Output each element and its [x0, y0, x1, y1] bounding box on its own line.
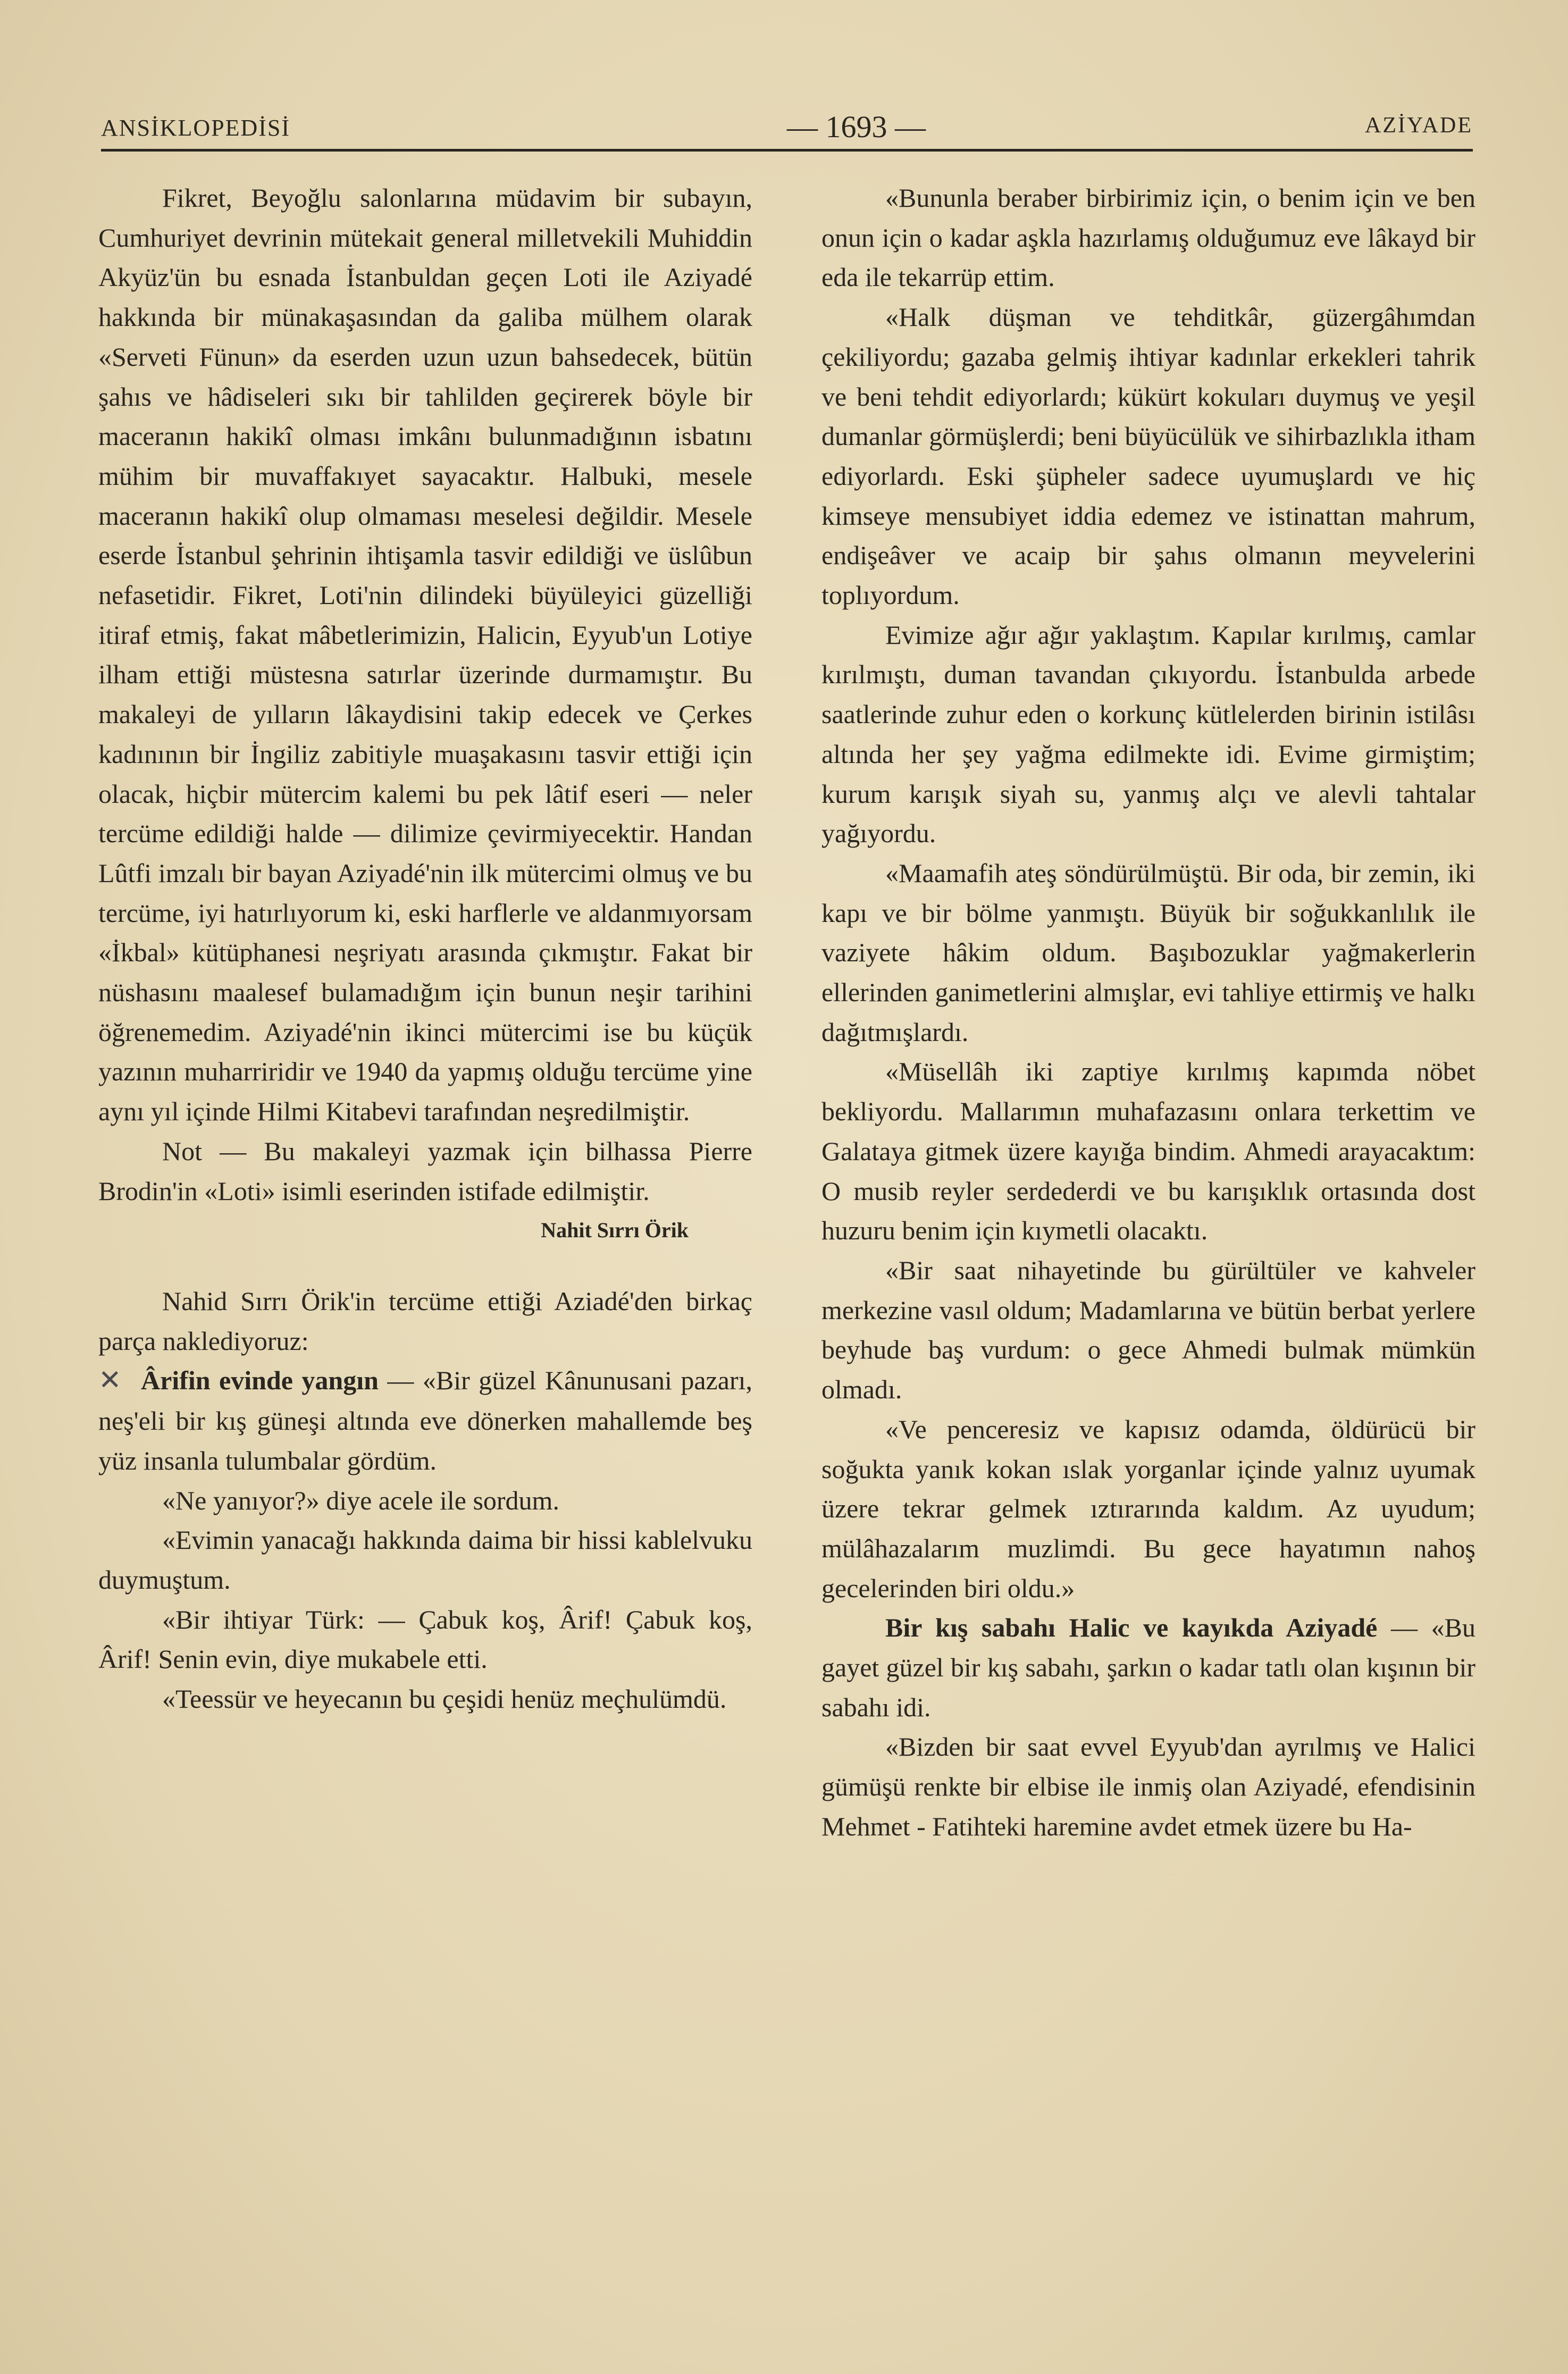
right-column — [821, 178, 1475, 1847]
paragraph: «Bir saat nihayetinde bu gürültüler ve kahveler merkezine vasıl oldum; Madamlarına ve bütün berbat yerlere beyhude baş vurdum: o gece Ahmedi bulmak mümkün olmadı. — [821, 1255, 1475, 1405]
paragraph: «Ne yanıyor?» diye acele ile sordum. — [162, 1485, 559, 1515]
margin-cross-mark: ✕ — [98, 1365, 122, 1396]
paragraph: «Maamafih ateş söndürülmüştü. Bir oda, bir zemin, iki kapı ve bir bölme yanmıştı. Büyük bir soğukkanlılık ile vaziyete hâkim oldum. Başıbozuklar yağmakerlerin ellerinden ganimetlerini almışlar, evi tahliye ettirmiş ve halkı dağıtmışlardı. — [821, 858, 1475, 1047]
author-signature: Nahit Sırrı Örik — [541, 1218, 689, 1243]
paragraph: «Bizden bir saat evvel Eyyub'dan ayrılmış ve Halici gümüşü renkte bir elbise ile inmiş olan Aziyadé, efendisinin Mehmet - Fatihteki haremine avdet etmek üzere bu Ha- — [821, 1732, 1475, 1841]
paragraph: «Ve penceresiz ve kapısız odamda, öldürücü bir soğukta yanık kokan ıslak yorganlar içinde yalnız uyumak üzere tekrar gelmek ıztırarında kaldım. Az uyudum; mülâhazalarım muzlimdi. Bu gece hayatımın nahoş gecelerinden biri oldu.» — [821, 1414, 1475, 1603]
inline-heading: Ârifin evinde yangın — [141, 1365, 379, 1396]
header-left-title: ANSİKLOPEDİSİ — [101, 115, 290, 141]
paragraph: «Bununla beraber birbirimiz için, o benim için ve ben onun için o kadar aşkla hazırlamış olduğumuz eve lâkayd bir eda ile tekarrüp ettim. — [821, 183, 1475, 292]
note-paragraph: Not — Bu makaleyi yazmak için bilhassa Pierre Brodin'in «Loti» isimli eserinden istifade edilmiştir. — [98, 1136, 752, 1206]
left-column — [98, 178, 752, 1719]
paragraph: Nahid Sırrı Örik'in tercüme ettiği Aziadé'den birkaç parça naklediyoruz: — [98, 1286, 752, 1356]
paragraph-with-heading — [98, 1361, 752, 1480]
paragraph: «Teessür ve heyecanın bu çeşidi henüz meçhulümdü. — [162, 1684, 727, 1714]
paragraph: «Halk düşman ve tehditkâr, güzergâhımdan çekiliyordu; gazaba gelmiş ihtiyar kadınlar erkekleri tahrik ve beni tehdit ediyorlardı; kükürt kokuları duymuş ve yeşil dumanlar görmüşlerdi; beni büyücülük ve sihirbazlıkla itham ediyorlardı. Eski şüpheler sadece uyumuşlardı ve hiç kimseye mensubiyet iddia edemez ve istinattan mahrum, endişeâver ve acaip bir şahıs olmanın meyvelerini toplıyordum. — [821, 302, 1475, 610]
running-header — [101, 90, 1473, 152]
paragraph-text: — «Bu gayet güzel bir kış sabahı, şarkın o kadar tatlı olan kışının bir sabahı idi. — [821, 1613, 1475, 1722]
section-heading: Bir kış sabahı Halic ve kayıkda Aziyadé — [885, 1613, 1378, 1643]
header-right-title: AZİYADE — [1365, 113, 1473, 138]
paragraph-with-heading — [821, 1608, 1475, 1727]
paragraph: Evimize ağır ağır yaklaştım. Kapılar kırılmış, camlar kırılmıştı, duman tavandan çıkıyordu. İstanbulda arbede saatlerinde zuhur eden o korkunç kütlelerden birinin istilâsı altında her şey yağma edilmekte idi. Evime girmiştim; kurum karışık siyah su, yanmış alçı ve alevli tahtalar yağıyordu. — [821, 619, 1475, 849]
page-number: — 1693 — — [787, 110, 926, 144]
paragraph: Fikret, Beyoğlu salonlarına müdavim bir subayın, Cumhuriyet devrinin mütekait general milletvekili Muhiddin Akyüz'ün bu esnada İstanbuldan geçen Loti ile Aziyadé hakkında bir münakaşasından da galiba mülhem olarak «Serveti Fünun» da eserden uzun uzun bahsedecek, bütün şahıs ve hâdiseleri sıkı bir tahlilden geçirerek böyle bir maceranın hakikî olması imkânı bulunmadığının isbatını mühim bir muvaffakıyet sayacaktır. Halbuki, mesele maceranın hakikî olup olmaması meselesi değildir. Mesele eserde İstanbul şehrinin ihtişamla tasvir edildiği ve üslûbun nefasetidir. Fikret, Loti'nin dilindeki büyüleyici güzelliği itiraf etmiş, fakat mâbetlerimizin, Halicin, Eyyub'un Lotiye ilham ettiği müstesna satırlar üzerinde durmamıştır. Bu makaleyi de yılların lâkaydisini takip edecek ve Çerkes kadınının bir İngiliz zabitiyle muaşakasını tasvir ettiği için olacak, hiçbir mütercim kalemi bu pek lâtif eseri — neler tercüme edildiği halde — dilimize çevirmiyecektir. Handan Lûtfi imzalı bir bayan Aziyadé'nin ilk mütercimi olmuş ve bu tercüme, iyi hatırlıyorum ki, eski harflerle ve aldanmıyorsam «İkbal» kütüphanesi neşriyatı arasında çıkmıştır. Fakat bir nüshasını maalesef bulamadığım için bunun neşir tarihini öğrenemedim. Aziyadé'nin ikinci mütercimi ise bu küçük yazının muharriridir ve 1940 da yapmış olduğu tercüme yine aynı yıl içinde Hilmi Kitabevi tarafından neşredilmiştir. — [98, 183, 752, 1127]
paragraph: «Bir ihtiyar Türk: — Çabuk koş, Ârif! Çabuk koş, Ârif! Senin evin, diye mukabele etti. — [98, 1604, 752, 1674]
paragraph: «Evimin yanacağı hakkında daima bir hissi kablelvuku duymuştum. — [98, 1525, 752, 1595]
paragraph: «Müsellâh iki zaptiye kırılmış kapımda nöbet bekliyordu. Mallarımın muhafazasını onlara terkettim ve Galataya gitmek üzere kayığa bindim. Ahmedi arayacaktım: O musib reyler serdederdi ve bu karışıklık ortasında dost huzuru benim için kıymetli olacaktı. — [821, 1056, 1475, 1246]
paragraph-text: — «Bir güzel Kânunusani pazarı, neş'eli bir kış güneşi altında eve dönerken mahallemde beş yüz insanla tulumbalar gördüm. — [98, 1365, 752, 1475]
